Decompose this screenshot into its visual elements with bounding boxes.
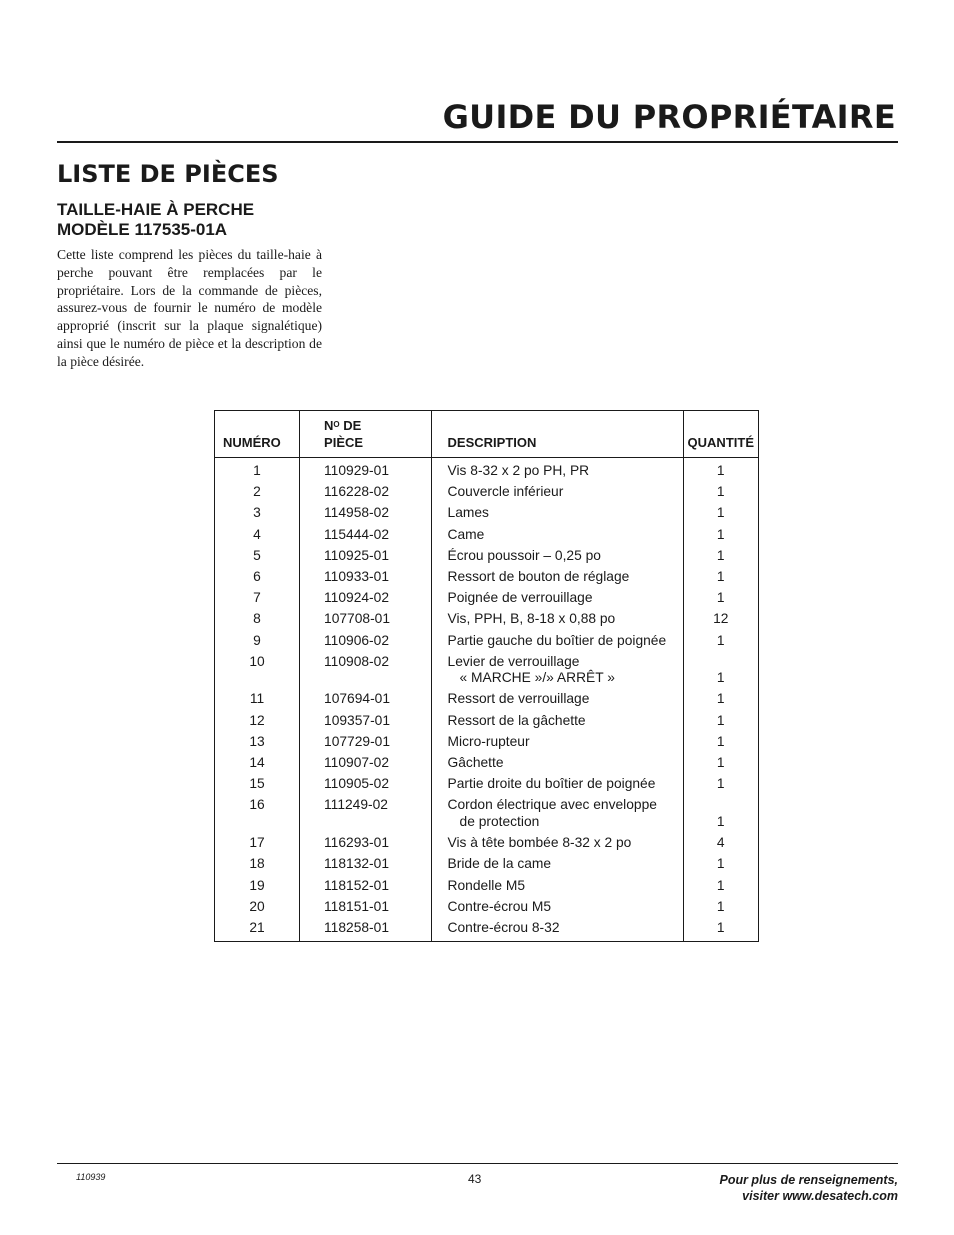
cell-description [431,689,683,710]
cell-description [431,545,683,566]
table-row [215,774,759,795]
cell-number: 3 [215,503,300,524]
cell-quantity: 1 [716,856,725,872]
cell-description [431,774,683,795]
description-text: Micro-rupteur [447,733,530,749]
description-text: Levier de verrouillage [447,653,580,669]
description-text: Écrou poussoir – 0,25 po [447,547,601,563]
cell-description [431,753,683,774]
cell-part-number: 116293-01 [300,833,432,854]
cell-number: 20 [215,896,300,917]
cell-part-number: 109357-01 [300,710,432,731]
cell-quantity: 1 [716,505,725,521]
description-text: Contre-écrou M5 [447,898,552,914]
footer-info [719,1172,898,1204]
page-header-title: GUIDE DU PROPRIÉTAIRE [442,98,896,136]
cell-description [431,854,683,875]
cell-description [431,524,683,545]
cell-part-number: 111249-02 [300,795,432,833]
cell-quantity: 1 [716,463,725,478]
table-row [215,567,759,588]
cell-description [431,875,683,896]
cell-quantity: 1 [716,776,725,792]
section-title: LISTE DE PIÈCES [57,160,279,188]
cell-number: 12 [215,710,300,731]
cell-quantity: 1 [716,670,725,686]
cell-number: 11 [215,689,300,710]
header-divider [57,141,898,143]
table-row [215,753,759,774]
header-part-number [300,411,432,458]
cell-part-number: 115444-02 [300,524,432,545]
table-row [215,458,759,482]
cell-part-number: 110929-01 [300,458,432,482]
cell-part-number: 110905-02 [300,774,432,795]
cell-number: 16 [215,795,300,833]
description-text: Poignée de verrouillage [447,590,593,606]
cell-part-number: 118152-01 [300,875,432,896]
header-part-sup: O [333,420,340,429]
parts-table-body [215,458,759,942]
product-subtitle [57,200,357,240]
description-text: Partie droite du boîtier de poignée [447,776,656,792]
cell-part-number: 107729-01 [300,732,432,753]
table-row [215,482,759,503]
cell-number: 5 [215,545,300,566]
cell-description [431,630,683,651]
table-row [215,710,759,731]
parts-table [214,410,759,942]
intro-paragraph: Cette liste comprend les pièces du taille-haie à perche pouvant être remplacées par le propriétaire. Lors de la commande de pièces, assurez-vous de fournir le numéro de modèle approprié (inscrit sur la plaque signalétique) ainsi que le numéro de pièce et la description de la pièce désirée. [57,247,322,369]
cell-quantity: 1 [716,590,725,606]
table-row [215,545,759,566]
cell-number: 7 [215,588,300,609]
cell-part-number: 116228-02 [300,482,432,503]
description-text: Vis, PPH, B, 8-18 x 0,88 po [447,611,616,627]
description-continuation: de protection [459,814,540,829]
description-text: Vis 8-32 x 2 po PH, PR [447,463,590,478]
cell-quantity: 12 [713,611,729,627]
table-header-row [215,411,759,458]
cell-quantity: 1 [716,547,725,563]
description-text: Vis à tête bombée 8-32 x 2 po [447,835,632,851]
table-row [215,833,759,854]
description-text: Came [447,526,485,542]
cell-description [431,896,683,917]
cell-quantity: 1 [716,712,725,728]
cell-description [431,795,683,833]
cell-quantity: 1 [716,755,725,771]
table-row [215,630,759,651]
table-row [215,918,759,941]
model-number: MODÈLE 117535-01A [57,220,228,239]
table-row [215,732,759,753]
cell-part-number: 114958-02 [300,503,432,524]
cell-quantity: 1 [716,526,725,542]
description-text: Ressort de verrouillage [447,691,590,707]
cell-quantity: 1 [716,877,725,893]
cell-description [431,732,683,753]
cell-number: 15 [215,774,300,795]
cell-part-number: 110924-02 [300,588,432,609]
description-text: Cordon électrique avec enveloppe [447,797,657,813]
cell-number: 2 [215,482,300,503]
cell-number: 9 [215,630,300,651]
description-text: Rondelle M5 [447,877,525,893]
cell-number: 19 [215,875,300,896]
description-text: Bride de la came [447,856,552,872]
cell-quantity: 1 [716,568,725,584]
cell-part-number: 110906-02 [300,630,432,651]
table-row [215,503,759,524]
table-row [215,896,759,917]
cell-description [431,609,683,630]
table-row [215,651,759,689]
cell-number: 4 [215,524,300,545]
table-row [215,524,759,545]
header-number: NUMÉRO [215,411,300,458]
cell-description [431,482,683,503]
description-text: Couvercle inférieur [447,484,564,500]
cell-number: 13 [215,732,300,753]
cell-description [431,588,683,609]
cell-description [431,710,683,731]
description-continuation: « MARCHE »/» ARRÊT » [459,670,615,686]
cell-part-number: 110933-01 [300,567,432,588]
header-description: DESCRIPTION [431,411,683,458]
cell-description [431,567,683,588]
cell-quantity: 1 [716,632,725,648]
table-row [215,795,759,833]
description-text: Lames [447,505,489,521]
cell-part-number: 110907-02 [300,753,432,774]
cell-description [431,833,683,854]
cell-part-number: 118151-01 [300,896,432,917]
cell-quantity: 1 [716,898,725,914]
product-name: TAILLE-HAIE À PERCHE [57,200,255,219]
cell-part-number: 107708-01 [300,609,432,630]
description-text: Contre-écrou 8-32 [447,919,560,935]
cell-quantity: 1 [716,733,725,749]
cell-description [431,651,683,689]
cell-description [431,458,683,482]
description-text: Partie gauche du boîtier de poignée [447,632,667,648]
description-text: Ressort de la gâchette [447,712,586,728]
document-code: 110939 [76,1172,106,1182]
cell-quantity: 1 [716,484,725,500]
cell-part-number: 110908-02 [300,651,432,689]
footer-divider [57,1163,898,1164]
cell-quantity: 4 [716,835,725,851]
table-row [215,588,759,609]
footer-info-website: visiter www.desatech.com [742,1189,898,1203]
description-text: Gâchette [447,755,504,771]
header-quantity: QUANTITÉ [683,411,758,458]
table-row [215,875,759,896]
cell-number: 10 [215,651,300,689]
footer-info-line1: Pour plus de renseignements, [719,1173,898,1187]
page-number: 43 [468,1172,482,1186]
cell-part-number: 107694-01 [300,689,432,710]
header-part-piece: PIÈCE [324,435,364,450]
description-text: Ressort de bouton de réglage [447,568,630,584]
header-part-n: N [324,418,334,433]
cell-part-number: 118132-01 [300,854,432,875]
cell-description [431,503,683,524]
cell-part-number: 118258-01 [300,918,432,941]
table-row [215,854,759,875]
cell-number: 6 [215,567,300,588]
cell-number: 1 [215,458,300,482]
cell-quantity: 1 [716,691,725,707]
cell-number: 8 [215,609,300,630]
cell-number: 21 [215,918,300,941]
table-row [215,609,759,630]
cell-description [431,918,683,941]
header-part-de: DE [339,418,362,433]
cell-number: 18 [215,854,300,875]
table-row [215,689,759,710]
cell-quantity: 1 [716,814,725,829]
cell-quantity: 1 [716,919,725,935]
cell-number: 14 [215,753,300,774]
cell-number: 17 [215,833,300,854]
cell-part-number: 110925-01 [300,545,432,566]
